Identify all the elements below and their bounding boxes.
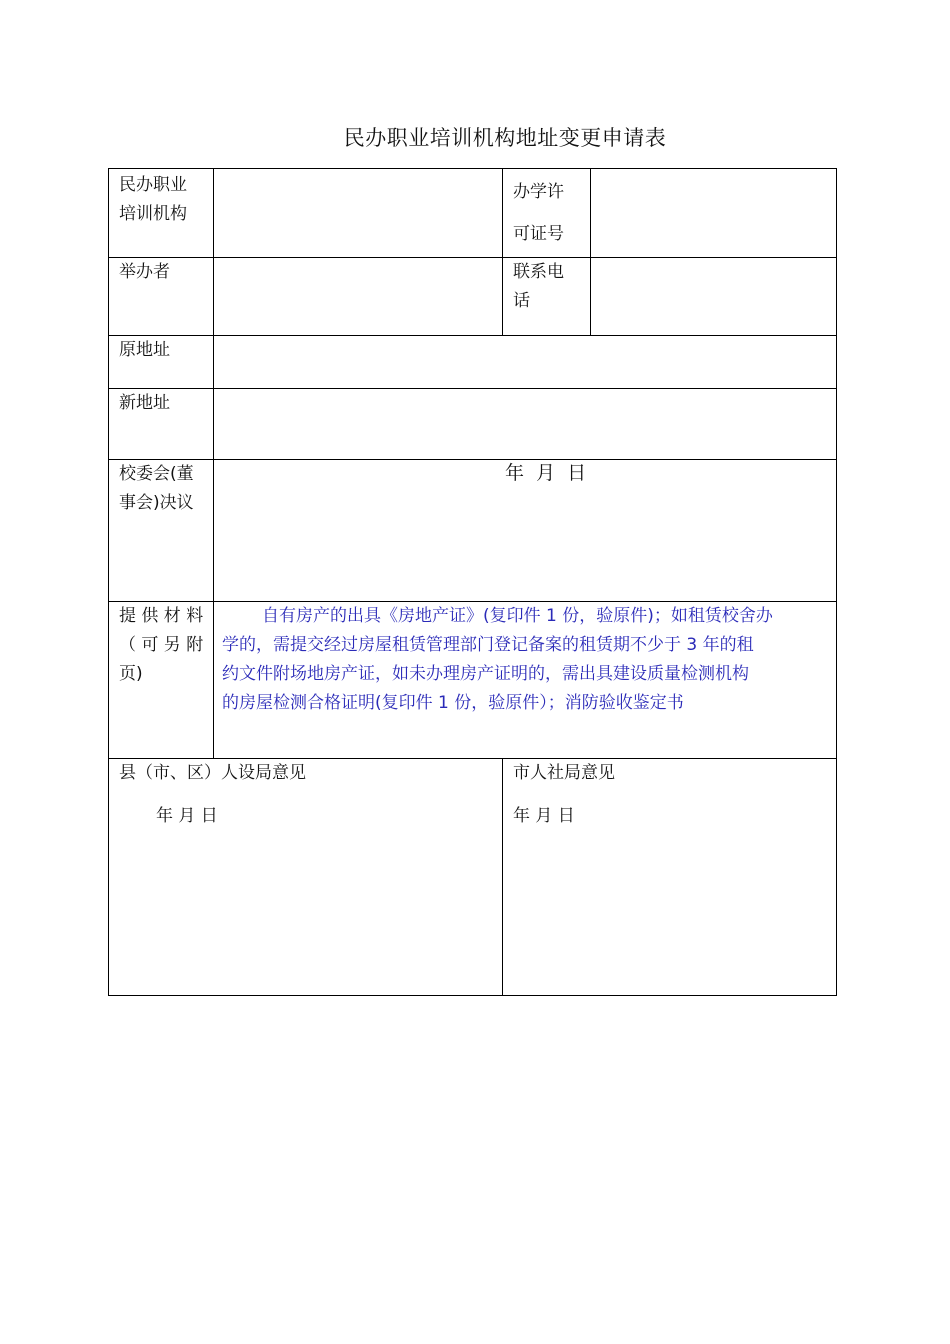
label-line: 话	[513, 291, 530, 311]
label-license-number	[513, 171, 564, 255]
materials-line: 的房屋检测合格证明(复印件 1 份，验原件）；消防验收鉴定书	[222, 693, 684, 713]
label-city-opinion: 市人社局意见	[513, 763, 615, 783]
label-line: 可证号	[513, 224, 564, 244]
city-opinion-date: 年 月 日	[513, 806, 575, 826]
materials-line: 约文件附场地房产证，如未办理房产证明的，需出具建设质量检测机构	[222, 664, 749, 684]
sponsor-field[interactable]	[214, 258, 501, 334]
new-address-field[interactable]	[214, 389, 835, 458]
application-form-table	[108, 168, 837, 996]
label-line: 事会)决议	[119, 493, 194, 513]
label-county-opinion: 县（市、区）人设局意见	[119, 763, 306, 783]
label-line: 提 供 材 料	[119, 606, 204, 626]
label-line: 民办职业	[119, 175, 187, 195]
label-board-resolution	[119, 460, 194, 518]
label-line: 页)	[119, 664, 143, 684]
phone-field[interactable]	[591, 258, 835, 334]
materials-line: 自有房产的出具《房地产证》(复印件 1 份，验原件)；如租赁校舍办	[262, 606, 773, 626]
label-phone	[513, 258, 564, 316]
institution-name-field[interactable]	[214, 170, 501, 256]
label-line: 办学许	[513, 182, 564, 202]
label-line: 联系电	[513, 262, 564, 282]
county-opinion-date: 年 月 日	[156, 806, 218, 826]
old-address-field[interactable]	[214, 336, 835, 387]
label-line: 培训机构	[119, 204, 187, 224]
label-required-materials	[119, 602, 207, 689]
required-materials-text	[222, 602, 832, 718]
label-sponsor: 举办者	[119, 262, 170, 282]
resolution-date: 年 月 日	[505, 462, 587, 484]
materials-line: 学的，需提交经过房屋租赁管理部门登记备案的租赁期不少于 3 年的租	[222, 635, 754, 655]
city-opinion-field[interactable]	[503, 789, 835, 994]
label-line: （ 可 另 附	[119, 635, 204, 655]
column-divider	[502, 169, 503, 335]
license-number-field[interactable]	[591, 170, 835, 256]
county-opinion-field[interactable]	[110, 789, 501, 994]
form-title: 民办职业培训机构地址变更申请表	[343, 126, 667, 150]
label-institution	[119, 171, 187, 229]
label-line: 校委会(董	[119, 464, 194, 484]
label-new-address: 新地址	[119, 393, 170, 413]
label-old-address: 原地址	[119, 340, 170, 360]
